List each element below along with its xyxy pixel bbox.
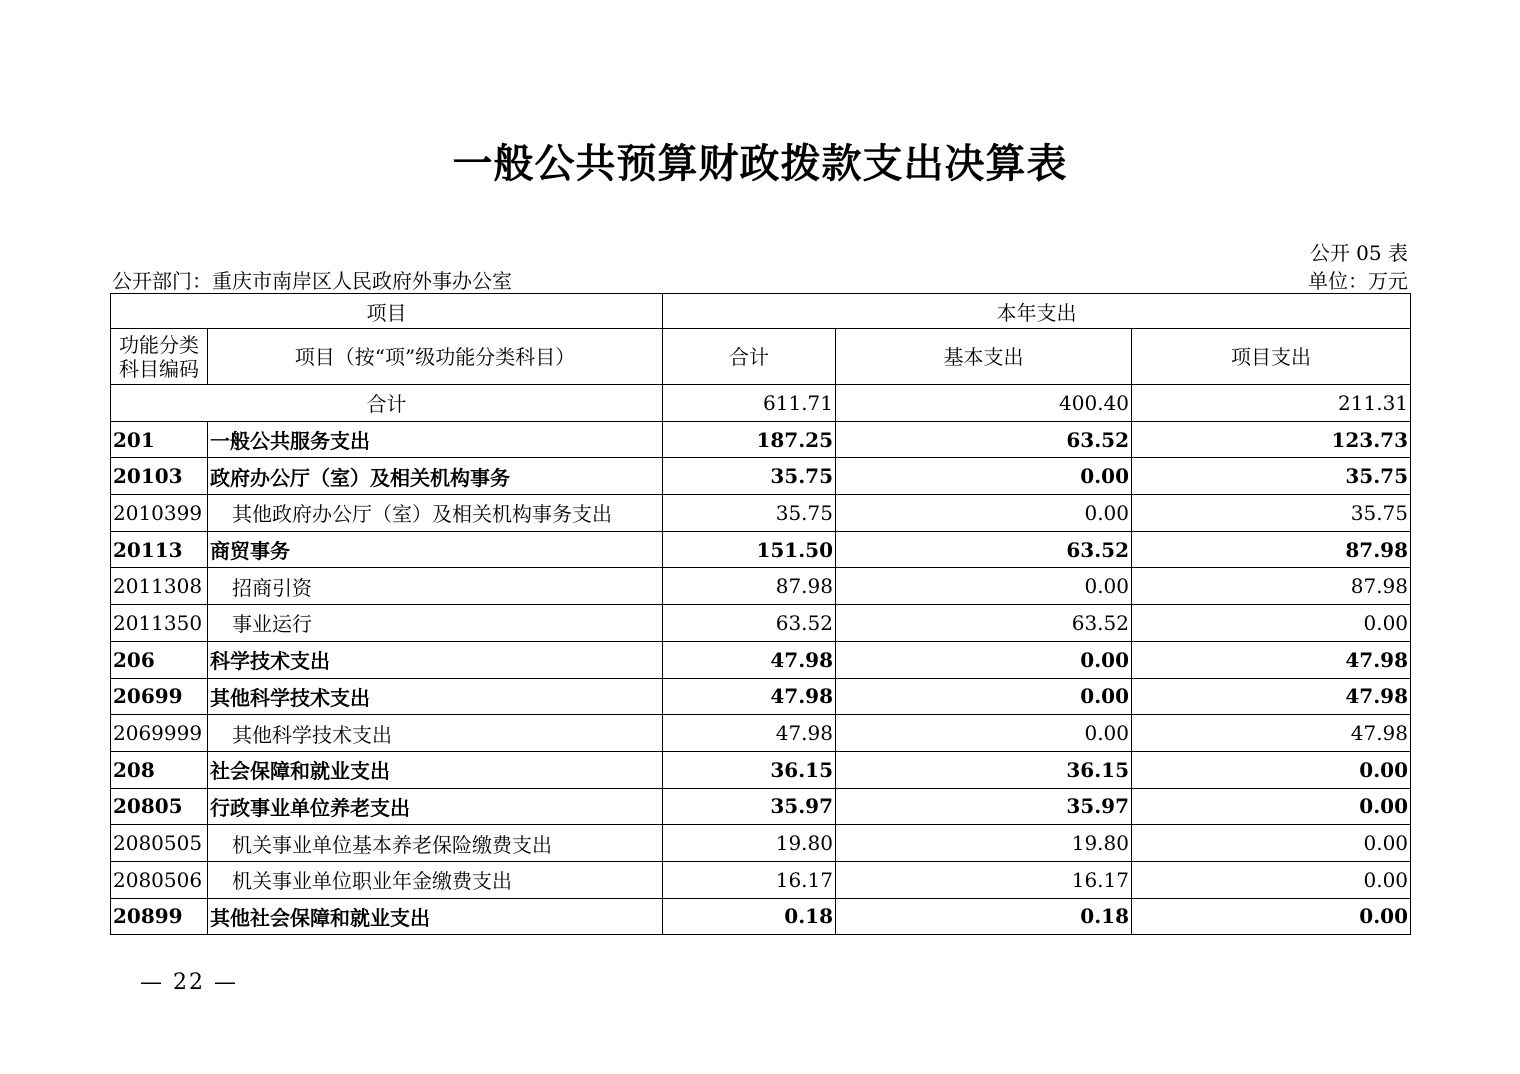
row-project: 123.73 <box>1132 421 1411 458</box>
row-project: 87.98 <box>1132 568 1411 605</box>
row-total: 47.98 <box>663 678 836 715</box>
row-project: 0.00 <box>1132 861 1411 898</box>
total-row-label: 合计 <box>111 385 663 422</box>
header-basic: 基本支出 <box>836 329 1132 385</box>
row-code: 2080505 <box>111 825 208 862</box>
row-total: 47.98 <box>663 641 836 678</box>
table-row <box>111 568 1411 605</box>
row-basic: 16.17 <box>836 861 1132 898</box>
table-row <box>111 861 1411 898</box>
table-row <box>111 458 1411 495</box>
row-name: 社会保障和就业支出 <box>208 751 663 788</box>
row-total: 0.18 <box>663 898 836 935</box>
total-row-project: 211.31 <box>1132 385 1411 422</box>
row-project: 0.00 <box>1132 751 1411 788</box>
row-basic: 36.15 <box>836 751 1132 788</box>
row-name: 招商引资 <box>208 568 663 605</box>
row-name: 其他科学技术支出 <box>208 715 663 752</box>
row-code: 201 <box>111 421 208 458</box>
table-row <box>111 495 1411 532</box>
row-basic: 0.00 <box>836 715 1132 752</box>
total-row-basic: 400.40 <box>836 385 1132 422</box>
table-row <box>111 898 1411 935</box>
row-name: 科学技术支出 <box>208 641 663 678</box>
row-code: 208 <box>111 751 208 788</box>
header-project: 项目 <box>111 294 663 329</box>
row-code: 2010399 <box>111 495 208 532</box>
total-row <box>111 385 1411 422</box>
row-name: 其他政府办公厅（室）及相关机构事务支出 <box>208 495 663 532</box>
row-project: 0.00 <box>1132 788 1411 825</box>
row-basic: 0.18 <box>836 898 1132 935</box>
row-basic: 63.52 <box>836 605 1132 642</box>
table-row <box>111 788 1411 825</box>
row-name: 机关事业单位职业年金缴费支出 <box>208 861 663 898</box>
table-row <box>111 715 1411 752</box>
row-project: 35.75 <box>1132 495 1411 532</box>
row-project: 0.00 <box>1132 898 1411 935</box>
row-code: 2011350 <box>111 605 208 642</box>
row-project: 87.98 <box>1132 531 1411 568</box>
row-basic: 0.00 <box>836 458 1132 495</box>
header-total: 合计 <box>663 329 836 385</box>
row-total: 16.17 <box>663 861 836 898</box>
row-code: 20899 <box>111 898 208 935</box>
row-basic: 0.00 <box>836 641 1132 678</box>
row-basic: 0.00 <box>836 495 1132 532</box>
row-project: 47.98 <box>1132 641 1411 678</box>
row-code: 2080506 <box>111 861 208 898</box>
row-total: 35.75 <box>663 458 836 495</box>
row-name: 其他科学技术支出 <box>208 678 663 715</box>
row-total: 35.75 <box>663 495 836 532</box>
row-project: 35.75 <box>1132 458 1411 495</box>
table-row <box>111 751 1411 788</box>
page-number: — 22 — <box>140 970 238 995</box>
page-title: 一般公共预算财政拨款支出决算表 <box>452 140 1068 187</box>
unit-label: 单位：万元 <box>1308 269 1408 293</box>
row-basic: 0.00 <box>836 568 1132 605</box>
row-code: 20699 <box>111 678 208 715</box>
row-code: 20113 <box>111 531 208 568</box>
budget-table <box>110 293 1411 935</box>
row-total: 151.50 <box>663 531 836 568</box>
row-code: 2011308 <box>111 568 208 605</box>
row-basic: 19.80 <box>836 825 1132 862</box>
form-number: 公开 05 表 <box>1309 241 1408 265</box>
row-code: 2069999 <box>111 715 208 752</box>
row-total: 87.98 <box>663 568 836 605</box>
department-label: 公开部门：重庆市南岸区人民政府外事办公室 <box>112 269 512 293</box>
table-row <box>111 678 1411 715</box>
row-code: 206 <box>111 641 208 678</box>
row-name: 商贸事务 <box>208 531 663 568</box>
total-row-total: 611.71 <box>663 385 836 422</box>
table-row <box>111 531 1411 568</box>
row-total: 63.52 <box>663 605 836 642</box>
table-row <box>111 825 1411 862</box>
row-total: 35.97 <box>663 788 836 825</box>
table-row <box>111 605 1411 642</box>
row-basic: 0.00 <box>836 678 1132 715</box>
row-name: 事业运行 <box>208 605 663 642</box>
header-code: 功能分类科目编码 <box>111 329 208 385</box>
row-basic: 63.52 <box>836 531 1132 568</box>
header-project-expense: 项目支出 <box>1132 329 1411 385</box>
table-row <box>111 641 1411 678</box>
row-code: 20103 <box>111 458 208 495</box>
row-project: 47.98 <box>1132 715 1411 752</box>
row-basic: 35.97 <box>836 788 1132 825</box>
row-total: 187.25 <box>663 421 836 458</box>
row-name: 政府办公厅（室）及相关机构事务 <box>208 458 663 495</box>
row-total: 36.15 <box>663 751 836 788</box>
row-total: 19.80 <box>663 825 836 862</box>
row-project: 0.00 <box>1132 605 1411 642</box>
header-current-year: 本年支出 <box>663 294 1411 329</box>
row-total: 47.98 <box>663 715 836 752</box>
row-name: 机关事业单位基本养老保险缴费支出 <box>208 825 663 862</box>
row-name: 一般公共服务支出 <box>208 421 663 458</box>
row-basic: 63.52 <box>836 421 1132 458</box>
header-name: 项目（按“项”级功能分类科目） <box>208 329 663 385</box>
table-row <box>111 421 1411 458</box>
row-name: 行政事业单位养老支出 <box>208 788 663 825</box>
row-project: 0.00 <box>1132 825 1411 862</box>
row-project: 47.98 <box>1132 678 1411 715</box>
row-code: 20805 <box>111 788 208 825</box>
row-name: 其他社会保障和就业支出 <box>208 898 663 935</box>
